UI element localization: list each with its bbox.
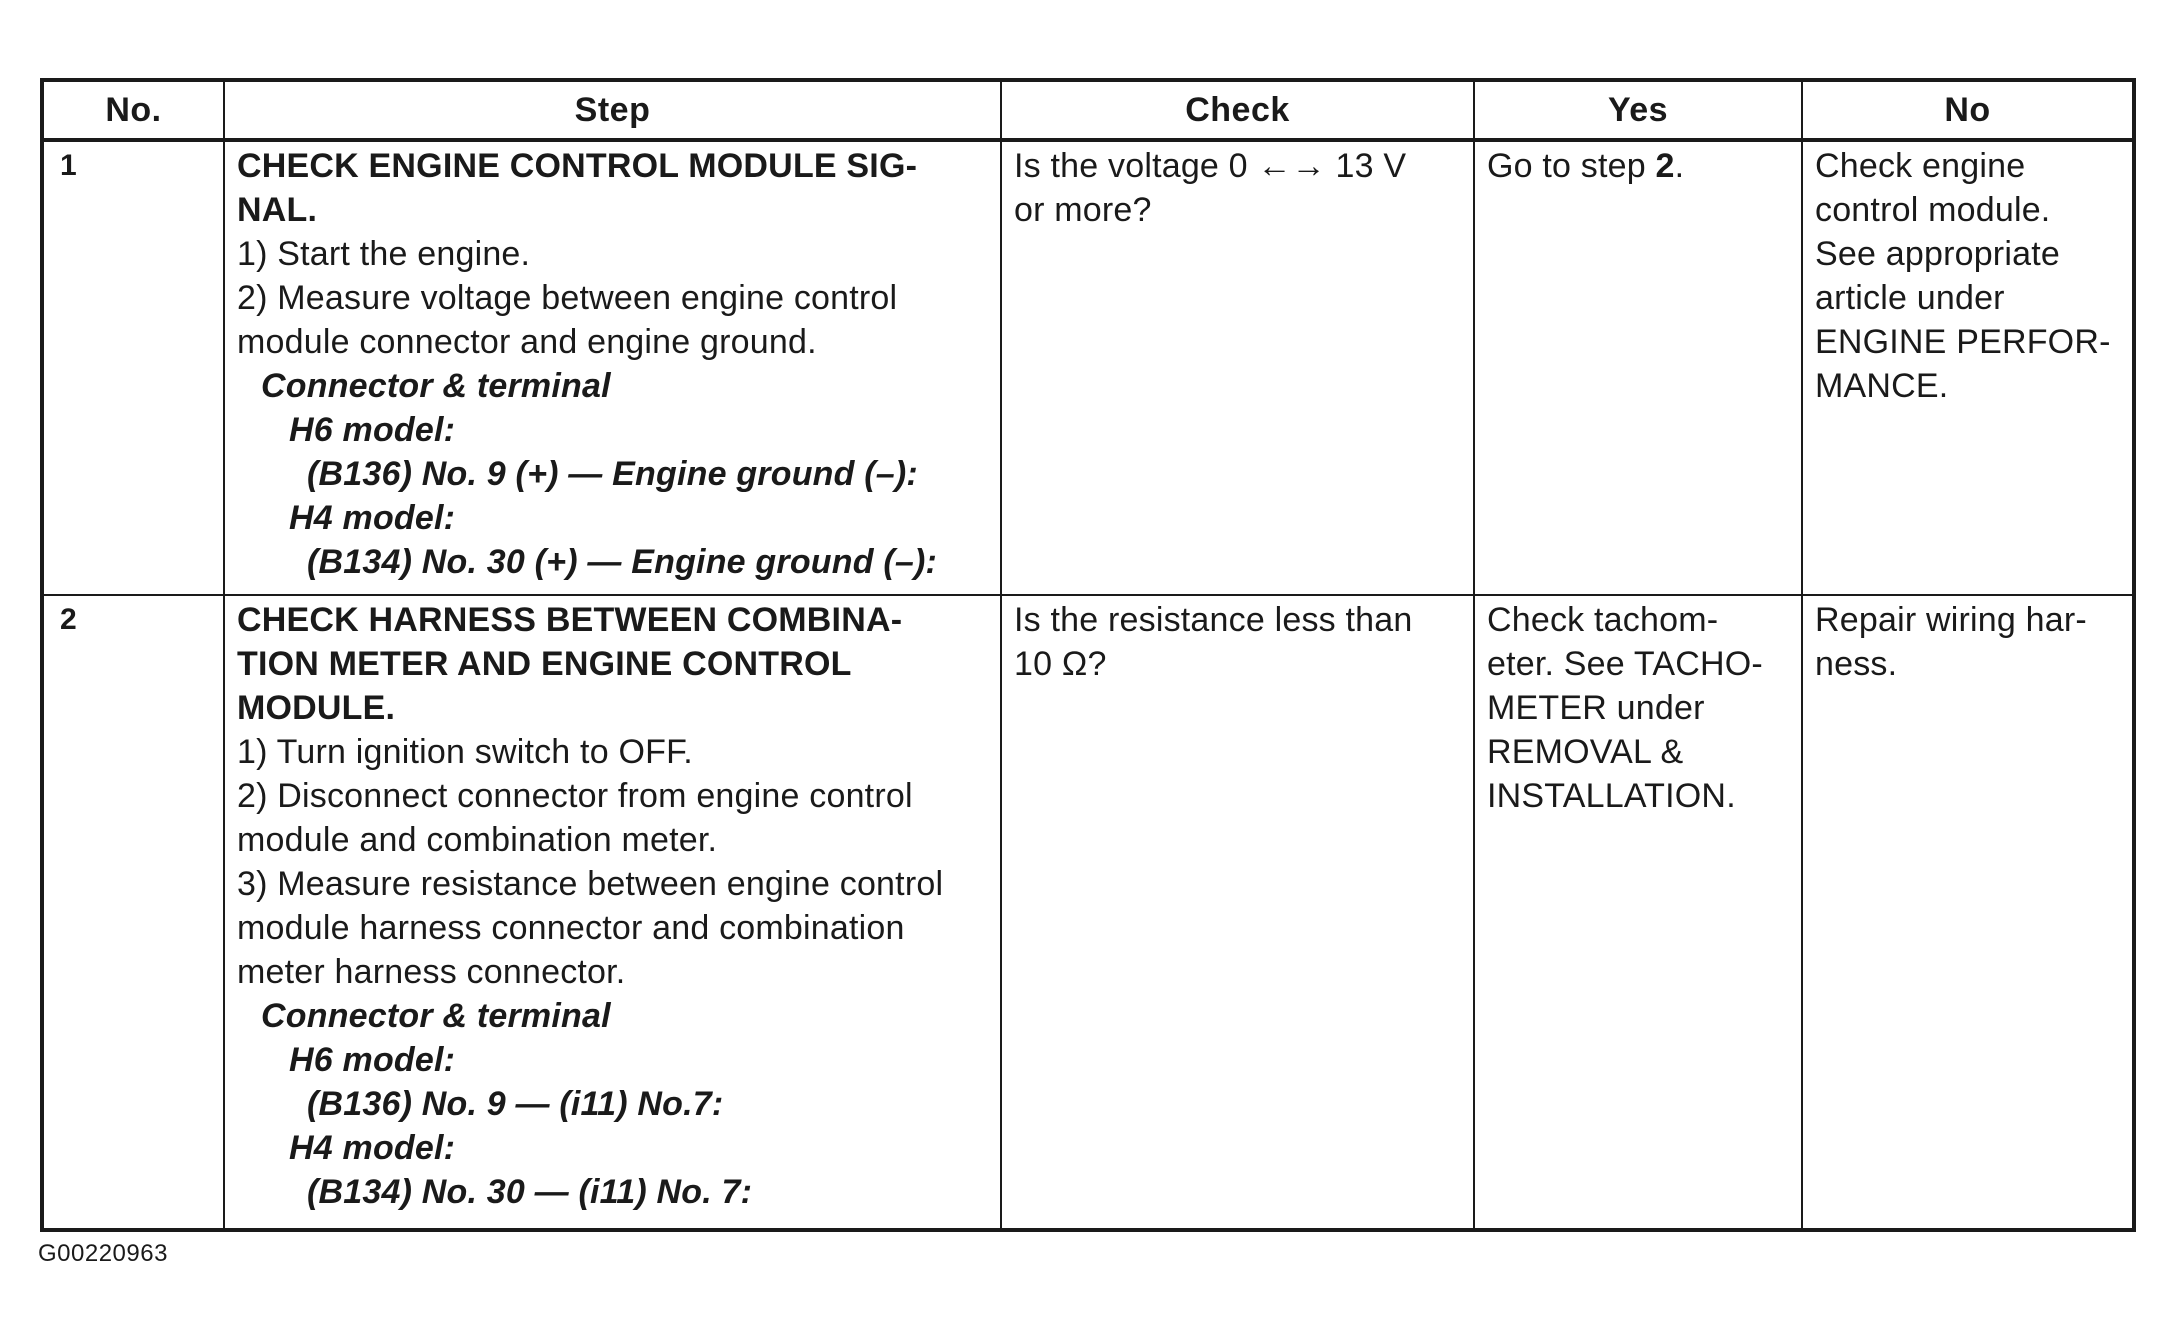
check-text: or more? bbox=[1014, 191, 1152, 229]
terminal-spec: (B134) No. 30 (+) — Engine ground (–): bbox=[307, 543, 938, 581]
step-instruction: module harness connector and combination bbox=[237, 909, 905, 947]
terminal-spec: (B134) No. 30 — (i11) No. 7: bbox=[307, 1173, 753, 1211]
yes-text: REMOVAL & bbox=[1487, 733, 1684, 771]
yes-text: INSTALLATION. bbox=[1487, 777, 1736, 815]
yes-prefix: Go to step bbox=[1487, 147, 1646, 185]
step-title: MODULE. bbox=[237, 689, 396, 727]
no-text: See appropriate bbox=[1815, 235, 2060, 273]
no-text: Repair wiring har- bbox=[1815, 601, 2087, 639]
header-no: No. bbox=[42, 80, 224, 140]
model-label: H4 model: bbox=[289, 1129, 456, 1167]
step-instruction: 2) Disconnect connector from engine control bbox=[237, 777, 913, 815]
no-text: MANCE. bbox=[1815, 367, 1949, 405]
header-check: Check bbox=[1001, 80, 1474, 140]
yes-text: Check tachom- bbox=[1487, 601, 1719, 639]
figure-id: G00220963 bbox=[38, 1240, 168, 1267]
check-cell bbox=[1001, 595, 1474, 1230]
no-text: article under bbox=[1815, 279, 2005, 317]
connector-label: Connector & terminal bbox=[261, 367, 611, 405]
step-cell bbox=[224, 595, 1001, 1230]
check-text: Is the resistance less than bbox=[1014, 601, 1413, 639]
step-instruction: 1) Start the engine. bbox=[237, 235, 531, 273]
header-step: Step bbox=[224, 80, 1001, 140]
header-row bbox=[42, 80, 2134, 140]
terminal-spec: (B136) No. 9 — (i11) No.7: bbox=[307, 1085, 724, 1123]
no-text: control module. bbox=[1815, 191, 2051, 229]
model-label: H4 model: bbox=[289, 499, 456, 537]
yes-step-number: 2 bbox=[1655, 147, 1675, 185]
step-number: 2 bbox=[42, 595, 224, 1230]
diagnostic-table bbox=[40, 78, 2136, 1232]
connector-label: Connector & terminal bbox=[261, 997, 611, 1035]
step-instruction: module and combination meter. bbox=[237, 821, 718, 859]
check-text: Is the voltage 0 ←→ 13 V bbox=[1014, 147, 1407, 185]
yes-cell bbox=[1474, 595, 1802, 1230]
step-instruction: module connector and engine ground. bbox=[237, 323, 817, 361]
yes-cell bbox=[1474, 140, 1802, 595]
header-no-result: No bbox=[1802, 80, 2134, 140]
yes-suffix: . bbox=[1674, 147, 1685, 185]
yes-text: METER under bbox=[1487, 689, 1705, 727]
step-instruction: 3) Measure resistance between engine control bbox=[237, 865, 944, 903]
step-instruction: meter harness connector. bbox=[237, 953, 626, 991]
terminal-spec: (B136) No. 9 (+) — Engine ground (–): bbox=[307, 455, 918, 493]
no-text: ness. bbox=[1815, 645, 1898, 683]
no-text: ENGINE PERFOR- bbox=[1815, 323, 2111, 361]
model-label: H6 model: bbox=[289, 411, 456, 449]
check-text: 10 Ω? bbox=[1014, 645, 1107, 683]
table-row bbox=[42, 140, 2134, 595]
no-cell bbox=[1802, 140, 2134, 595]
model-label: H6 model: bbox=[289, 1041, 456, 1079]
step-title: CHECK HARNESS BETWEEN COMBINA- bbox=[237, 601, 903, 639]
step-instruction: 1) Turn ignition switch to OFF. bbox=[237, 733, 693, 771]
no-cell bbox=[1802, 595, 2134, 1230]
step-title: NAL. bbox=[237, 191, 318, 229]
step-instruction: 2) Measure voltage between engine control bbox=[237, 279, 898, 317]
step-title: CHECK ENGINE CONTROL MODULE SIG- bbox=[237, 147, 918, 185]
table-row bbox=[42, 595, 2134, 1230]
header-yes: Yes bbox=[1474, 80, 1802, 140]
step-cell bbox=[224, 140, 1001, 595]
check-cell bbox=[1001, 140, 1474, 595]
step-number: 1 bbox=[42, 140, 224, 595]
yes-text bbox=[1487, 144, 1791, 188]
yes-text: eter. See TACHO- bbox=[1487, 645, 1763, 683]
step-title: TION METER AND ENGINE CONTROL bbox=[237, 645, 852, 683]
no-text: Check engine bbox=[1815, 147, 2026, 185]
